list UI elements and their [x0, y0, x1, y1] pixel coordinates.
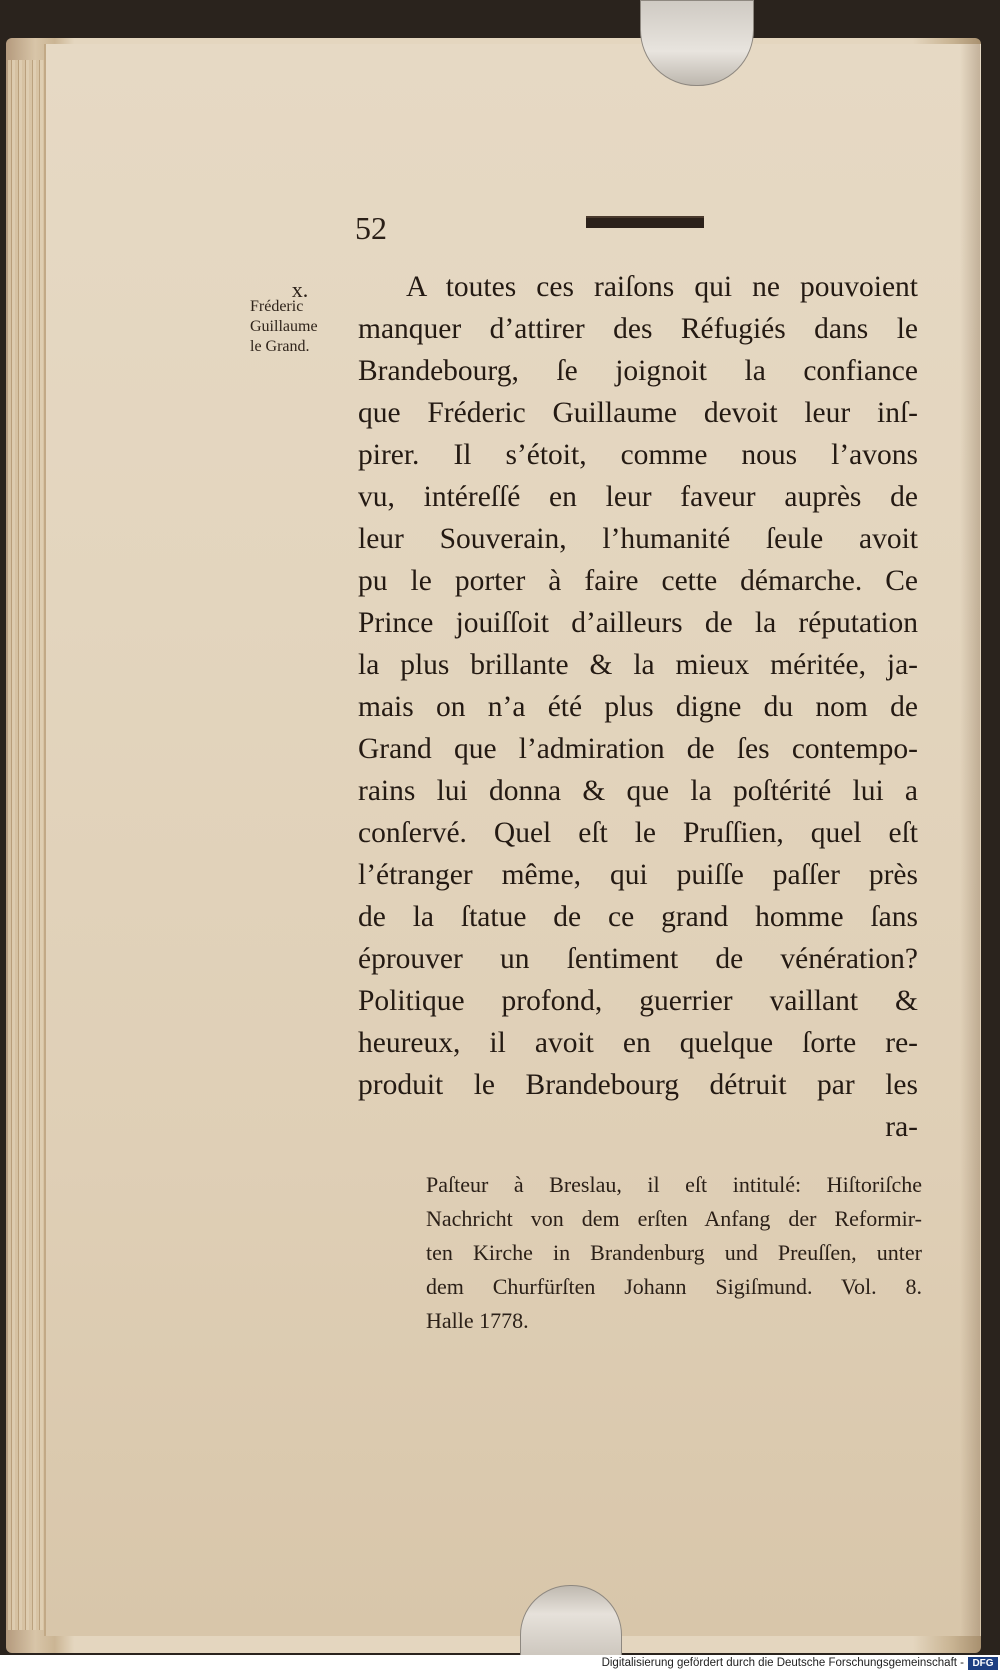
footnote-line: Nachricht von dem erſten Anfang der Reformir-: [426, 1206, 922, 1231]
catchword: ra-: [885, 1111, 918, 1143]
body-line: Brandebourg, ſe joignoit la confiance: [358, 355, 918, 387]
body-line: éprouver un ſentiment de vénération?: [358, 943, 918, 975]
body-line: produit le Brandebourg détruit par les: [358, 1069, 918, 1101]
digitization-credit: Digitalisierung gefördert durch die Deutsche Forschungsgemeinschaft -: [601, 1657, 964, 1669]
page-stack-edge: [8, 60, 48, 1630]
page-number: 52: [355, 210, 387, 246]
body-line: Prince jouiſſoit d’ailleurs de la réputation: [358, 607, 918, 639]
body-line: la plus brillante & la mieux méritée, ja-: [358, 649, 918, 681]
body-line: manquer d’attirer des Réfugiés dans le: [358, 313, 918, 345]
body-line: A toutes ces raiſons qui ne pouvoient: [406, 271, 918, 303]
body-line: pu le porter à faire cette démarche. Ce: [358, 565, 918, 597]
body-line: Grand que l’admiration de ſes contempo-: [358, 733, 918, 765]
body-line: vu, intéreſſé en leur faveur auprès de: [358, 481, 918, 513]
footnote-line: Paſteur à Breslau, il eſt intitulé: Hiſtoriſche: [426, 1172, 922, 1197]
body-line: heureux, il avoit en quelque ſorte re-: [358, 1027, 918, 1059]
marginal-section-number: x.: [291, 277, 309, 302]
footnote-line: ten Kirche in Brandenburg und Preuſſen, unter: [426, 1240, 922, 1265]
header-ornament-rule: [586, 216, 704, 228]
marginal-note-line: Fréderic: [250, 298, 304, 315]
body-line: rains lui donna & que la poſtérité lui a: [358, 775, 918, 807]
body-line: que Fréderic Guillaume devoit leur inſ-: [358, 397, 918, 429]
body-paragraph: [358, 266, 918, 1148]
footnote-line: dem Churfürſten Johann Sigiſmund. Vol. 8.: [426, 1274, 922, 1299]
body-line: pirer. Il s’étoit, comme nous l’avons: [358, 439, 918, 471]
body-line: conſervé. Quel eſt le Pruſſien, quel eſt: [358, 817, 918, 849]
dfg-logo: DFG: [968, 1657, 998, 1670]
body-line: mais on n’a été plus digne du nom de: [358, 691, 918, 723]
body-line: Politique profond, guerrier vaillant &: [358, 985, 918, 1017]
body-line: de la ſtatue de ce grand homme ſans: [358, 901, 918, 933]
footnote-line: Halle 1778.: [426, 1308, 529, 1333]
marginal-note: [250, 297, 350, 357]
body-line: leur Souverain, l’humanité ſeule avoit: [358, 523, 918, 555]
body-line: l’étranger même, qui puiſſe paſſer près: [358, 859, 918, 891]
footnote: [426, 1168, 922, 1338]
marginal-note-line: Guillaume: [250, 318, 318, 335]
gutter-shadow: [960, 44, 980, 1636]
marginal-note-line: le Grand.: [250, 338, 310, 355]
